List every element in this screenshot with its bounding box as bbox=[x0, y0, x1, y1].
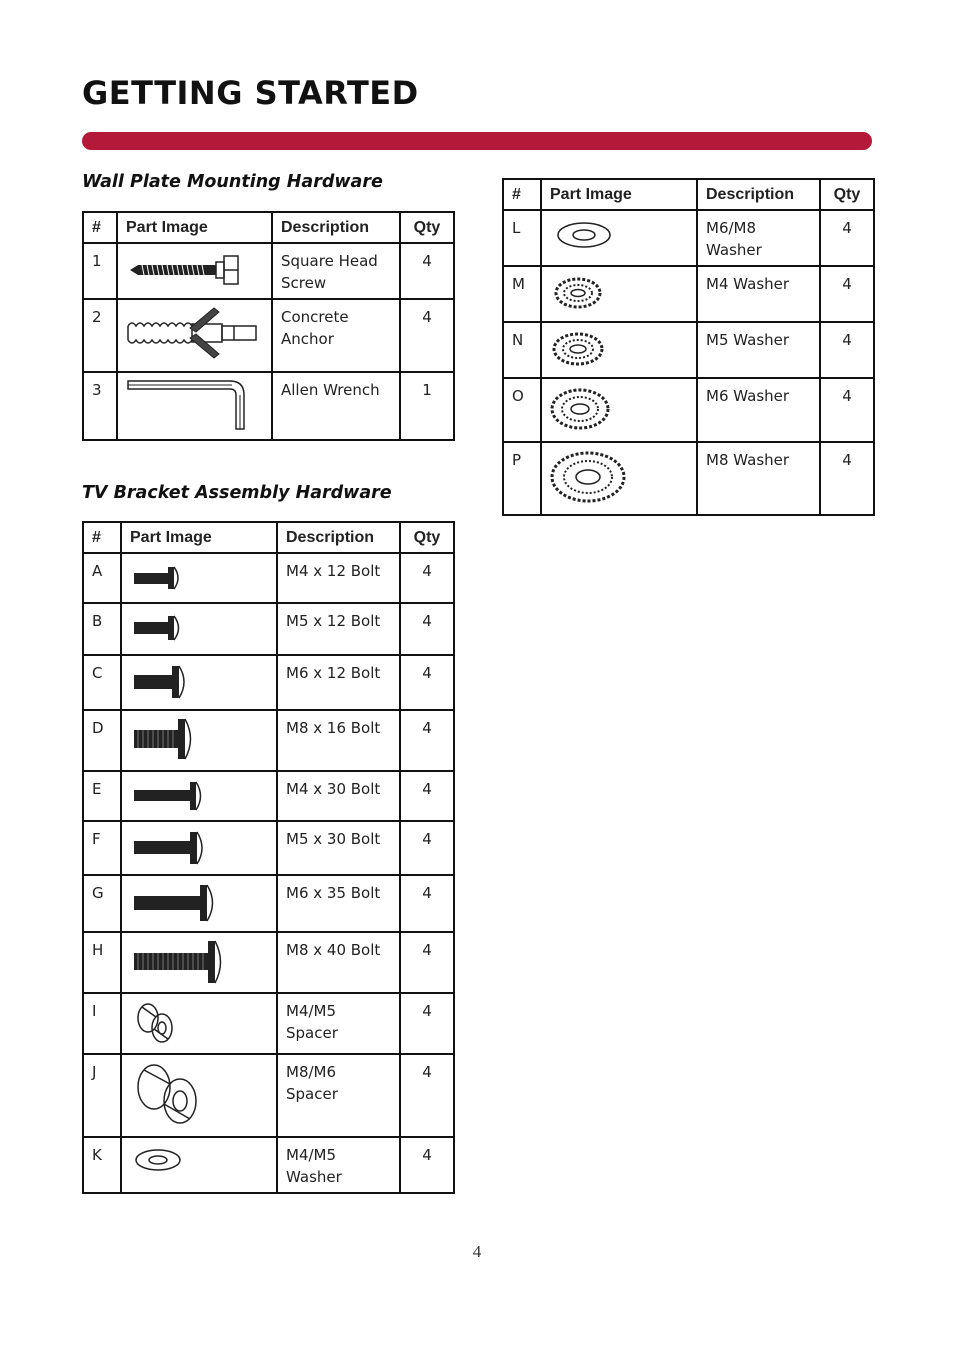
part-description: M6 Washer bbox=[697, 378, 820, 442]
table-row bbox=[503, 442, 874, 515]
col-header-num: # bbox=[83, 522, 121, 553]
col-header-image: Part Image bbox=[541, 179, 697, 210]
part-id: F bbox=[83, 821, 121, 875]
table-row bbox=[83, 553, 454, 603]
col-header-num: # bbox=[503, 179, 541, 210]
table-row bbox=[83, 243, 454, 299]
part-description: Square Head Screw bbox=[272, 243, 400, 299]
part-qty: 1 bbox=[400, 372, 454, 440]
part-description: M4 x 30 Bolt bbox=[277, 771, 400, 821]
part-id: B bbox=[83, 603, 121, 655]
part-id: G bbox=[83, 875, 121, 932]
part-description: M6/M8 Washer bbox=[697, 210, 820, 266]
part-id: P bbox=[503, 442, 541, 515]
part-id: L bbox=[503, 210, 541, 266]
part-description: M6 x 12 Bolt bbox=[277, 655, 400, 710]
table-row bbox=[83, 655, 454, 710]
part-id: 3 bbox=[83, 372, 117, 440]
part-qty: 4 bbox=[400, 553, 454, 603]
tv-bracket-heading: TV Bracket Assembly Hardware bbox=[82, 483, 392, 503]
part-description: M8 x 40 Bolt bbox=[277, 932, 400, 993]
part-qty: 4 bbox=[820, 210, 874, 266]
table-row bbox=[503, 322, 874, 378]
table-row bbox=[83, 932, 454, 993]
table-header-row bbox=[503, 179, 874, 210]
part-description: Allen Wrench bbox=[272, 372, 400, 440]
part-id: D bbox=[83, 710, 121, 771]
table-row bbox=[83, 603, 454, 655]
part-description: M4 x 12 Bolt bbox=[277, 553, 400, 603]
washers-table bbox=[502, 178, 875, 516]
col-header-description: Description bbox=[272, 212, 400, 243]
table-row bbox=[83, 1137, 454, 1193]
col-header-qty: Qty bbox=[400, 522, 454, 553]
part-id: H bbox=[83, 932, 121, 993]
table-row bbox=[83, 1054, 454, 1137]
table-row bbox=[83, 372, 454, 440]
wall-plate-table bbox=[82, 211, 455, 441]
part-qty: 4 bbox=[820, 442, 874, 515]
part-description: M4/M5 Spacer bbox=[277, 993, 400, 1054]
table-header-row bbox=[83, 212, 454, 243]
part-qty: 4 bbox=[400, 932, 454, 993]
lock-washer-icon bbox=[541, 442, 697, 515]
bolt-icon bbox=[121, 710, 277, 771]
part-qty: 4 bbox=[400, 821, 454, 875]
concrete-anchor-icon bbox=[117, 299, 272, 372]
part-description: Concrete Anchor bbox=[272, 299, 400, 372]
col-header-num: # bbox=[83, 212, 117, 243]
part-id: E bbox=[83, 771, 121, 821]
part-description: M5 Washer bbox=[697, 322, 820, 378]
part-id: K bbox=[83, 1137, 121, 1193]
page-number: 4 bbox=[472, 1242, 482, 1261]
lock-washer-icon bbox=[541, 378, 697, 442]
table-row bbox=[503, 378, 874, 442]
page-title: GETTING STARTED bbox=[82, 74, 419, 112]
lock-washer-icon bbox=[541, 266, 697, 322]
part-id: A bbox=[83, 553, 121, 603]
part-description: M6 x 35 Bolt bbox=[277, 875, 400, 932]
part-id: M bbox=[503, 266, 541, 322]
bolt-icon bbox=[121, 771, 277, 821]
wall-plate-heading: Wall Plate Mounting Hardware bbox=[82, 172, 383, 192]
part-qty: 4 bbox=[820, 322, 874, 378]
part-qty: 4 bbox=[400, 243, 454, 299]
part-id: I bbox=[83, 993, 121, 1054]
col-header-description: Description bbox=[697, 179, 820, 210]
part-qty: 4 bbox=[400, 875, 454, 932]
bolt-icon bbox=[121, 932, 277, 993]
table-row bbox=[83, 993, 454, 1054]
col-header-qty: Qty bbox=[820, 179, 874, 210]
allen-wrench-icon bbox=[117, 372, 272, 440]
part-description: M5 x 30 Bolt bbox=[277, 821, 400, 875]
part-description: M8 Washer bbox=[697, 442, 820, 515]
part-id: 2 bbox=[83, 299, 117, 372]
col-header-image: Part Image bbox=[121, 522, 277, 553]
part-qty: 4 bbox=[400, 993, 454, 1054]
table-row bbox=[83, 771, 454, 821]
tv-bracket-table bbox=[82, 521, 455, 1194]
col-header-image: Part Image bbox=[117, 212, 272, 243]
part-qty: 4 bbox=[400, 655, 454, 710]
title-underline-bar bbox=[82, 132, 872, 150]
square-head-screw-icon bbox=[117, 243, 272, 299]
col-header-description: Description bbox=[277, 522, 400, 553]
table-row bbox=[83, 875, 454, 932]
part-qty: 4 bbox=[400, 1137, 454, 1193]
bolt-icon bbox=[121, 603, 277, 655]
table-row bbox=[503, 266, 874, 322]
bolt-icon bbox=[121, 655, 277, 710]
part-id: J bbox=[83, 1054, 121, 1137]
part-qty: 4 bbox=[820, 378, 874, 442]
part-id: C bbox=[83, 655, 121, 710]
table-row bbox=[83, 710, 454, 771]
part-id: O bbox=[503, 378, 541, 442]
spacer-icon bbox=[121, 1054, 277, 1137]
bolt-icon bbox=[121, 875, 277, 932]
part-id: 1 bbox=[83, 243, 117, 299]
part-qty: 4 bbox=[400, 1054, 454, 1137]
table-row bbox=[503, 210, 874, 266]
part-description: M4/M5 Washer bbox=[277, 1137, 400, 1193]
col-header-qty: Qty bbox=[400, 212, 454, 243]
bolt-icon bbox=[121, 553, 277, 603]
part-description: M4 Washer bbox=[697, 266, 820, 322]
part-qty: 4 bbox=[400, 299, 454, 372]
flat-washer-icon bbox=[121, 1137, 277, 1193]
part-qty: 4 bbox=[400, 771, 454, 821]
part-qty: 4 bbox=[820, 266, 874, 322]
table-header-row bbox=[83, 522, 454, 553]
part-qty: 4 bbox=[400, 710, 454, 771]
table-row bbox=[83, 821, 454, 875]
part-description: M8/M6 Spacer bbox=[277, 1054, 400, 1137]
part-description: M8 x 16 Bolt bbox=[277, 710, 400, 771]
bolt-icon bbox=[121, 821, 277, 875]
table-row bbox=[83, 299, 454, 372]
part-qty: 4 bbox=[400, 603, 454, 655]
lock-washer-icon bbox=[541, 322, 697, 378]
spacer-icon bbox=[121, 993, 277, 1054]
part-id: N bbox=[503, 322, 541, 378]
part-description: M5 x 12 Bolt bbox=[277, 603, 400, 655]
flat-washer-icon bbox=[541, 210, 697, 266]
